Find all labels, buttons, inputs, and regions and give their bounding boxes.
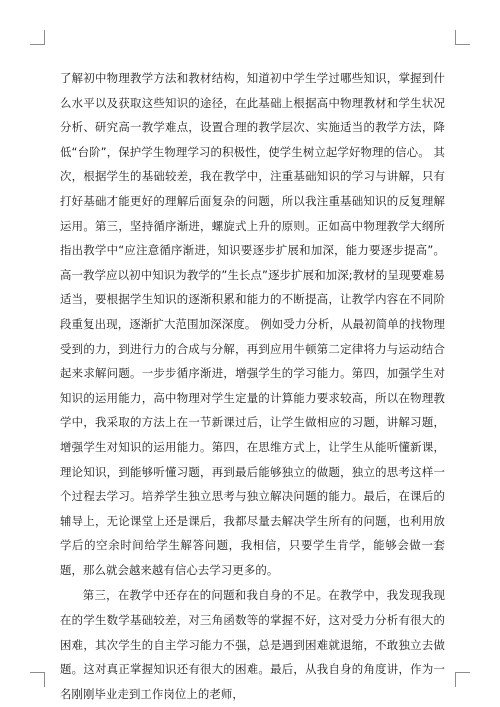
paragraph: 第三，在教学中还存在的问题和我自身的不足。在教学中，我发现我现在的学生数学基础较差，对三角函数等的掌握不好，这对受力分析有很大的困难，其次学生的自主学习能力不强，总是遇到困难就退缩，不敢独立去做题。这对真正掌握知识还有很大的困难。最后，从我自身的角度讲，作为一名刚刚毕业走到工作岗位上的老师， bbox=[60, 588, 445, 701]
crop-mark-top-left bbox=[44, 30, 45, 45]
crop-mark-top-right bbox=[455, 30, 456, 45]
crop-mark-bottom-right bbox=[455, 672, 470, 673]
crop-mark-bottom-left bbox=[30, 672, 45, 673]
crop-mark-bottom-left bbox=[44, 672, 45, 687]
crop-mark-top-left bbox=[30, 44, 45, 45]
paragraph: 了解初中物理教学方法和教材结构，知道初中学生学过哪些知识，掌握到什么水平以及获取这些知识的途径，在此基础上根据高中物理教材和学生状况分析、研究高一教学难点，设置合理的教学层次、实施适当的教学方法，降低“台阶”，保护学生物理学习的积极性，使学生树立起学好物理的信心。 其次，根据学生的基础较差，我在教学中，注重基础知识的学习与讲解，只有打好基础才能更好的理解后面复杂的问题，所以我注重基础知识的反复理解运用。第三，坚持循序渐进，螺旋式上升的原则。正如高中物理教学大纲所指出教学中“应注意循序渐进，知识要逐步扩展和加深，能力要逐步提高”。高一教学应以初中知识为教学的”生长点”逐步扩展和加深;教材的呈现要难易适当，要根据学生知识的逐渐积累和能力的不断提高，让教学内容在不同阶段重复出现，逐渐扩大范围加深深度。 例如受力分析，从最初简单的找物理受到的力，到进行力的合成与分解，再到应用牛顿第二定律将力与运动结合起来求解问题。一步步循序渐进，增强学生的学习能力。第四，加强学生对知识的运用能力，高中物理对学生定量的计算能力要求较高，所以在物理教学中，我采取的方法上在一节新课过后，让学生做相应的习题，讲解习题，增强学生对知识的运用能力。第四，在思维方式上，让学生从能听懂新课，理论知识，到能够听懂习题，再到最后能够独立的做题，独立的思考这样一个过程去学习。培养学生独立思考与独立解决问题的能力。最后，在课后的辅导上，无论课堂上还是课后，我都尽量去解决学生所有的问题，也利用放学后的空余时间给学生解答问题，我相信，只要学生肯学，能够会做一套题，那么就会越来越有信心去学习更多的。 bbox=[60, 71, 445, 577]
body-text bbox=[60, 66, 445, 706]
crop-mark-bottom-right bbox=[455, 672, 456, 687]
crop-mark-top-right bbox=[455, 44, 470, 45]
